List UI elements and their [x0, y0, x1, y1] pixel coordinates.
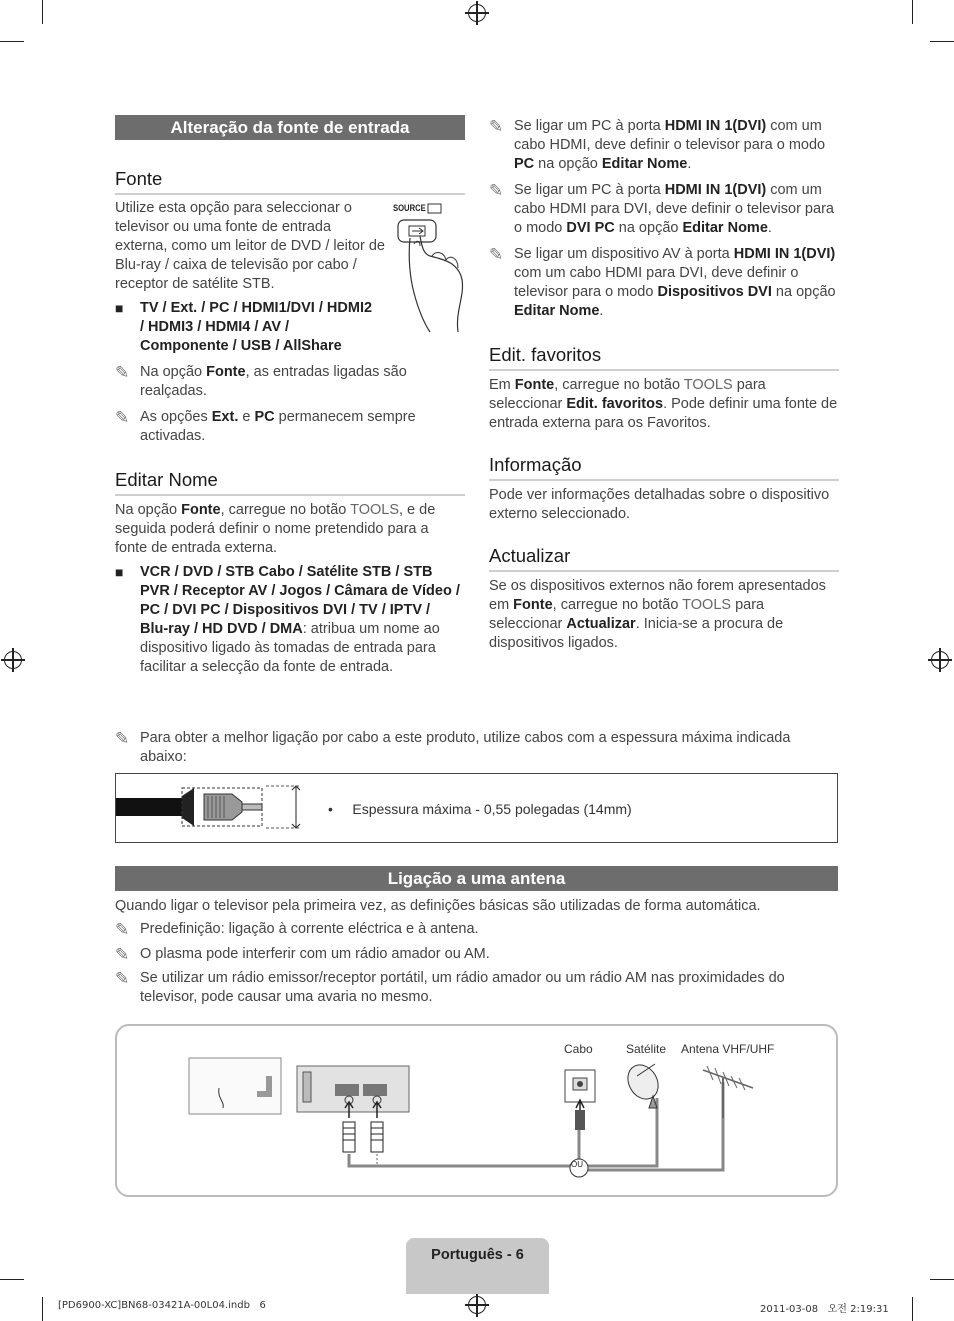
favoritos-text: Em Fonte, carregue no botão TOOLS para seleccionar Edit. favoritos. Pode definir uma fonte de entrada externa para os Favoritos.: [489, 377, 838, 431]
registration-mark-icon: [468, 1296, 486, 1314]
source-button-label: SOURCE: [393, 203, 426, 213]
coax-jack-icon: [565, 1070, 595, 1130]
crop-mark: [42, 0, 43, 24]
note-antenna-2: ✎ O plasma pode interferir com um rádio amador ou AM.: [115, 945, 490, 964]
antenna-intro: Quando ligar o televisor pela primeira vez, as definições básicas são utilizadas de forma automática.: [115, 898, 761, 914]
crop-mark: [912, 0, 913, 24]
pencil-note-icon: ✎: [489, 181, 504, 200]
page-number: Português - 6: [431, 1247, 524, 1263]
antenna-diagram: [115, 1024, 838, 1197]
registration-mark-icon: [931, 651, 949, 669]
pencil-note-icon: ✎: [115, 969, 130, 988]
note-cable-thickness: ✎ Para obter a melhor ligação por cabo a este produto, utilize cabos com a espessura máxima indicada abaixo:: [115, 729, 791, 765]
heading-editar-nome: Editar Nome: [115, 469, 465, 496]
footer-file-name: [PD6900-XC]BN68-03421A-00L04.indb 6: [58, 1300, 266, 1311]
editar-nome-text: Na opção Fonte, carregue no botão TOOLS, e de seguida poderá definir o nome pretendido para a fonte de entrada externa.: [115, 502, 436, 556]
heading-informacao: Informação: [489, 454, 839, 481]
actualizar-text: Se os dispositivos externos não forem apresentados em Fonte, carregue no botão TOOLS para seleccionar Actualizar. Inicia-se a procura de dispositivos ligados.: [489, 578, 826, 651]
hand-pressing-source-icon: [390, 198, 468, 333]
cable-spec-text: • Espessura máxima - 0,55 polegadas (14mm): [328, 801, 632, 817]
pencil-note-icon: ✎: [489, 117, 504, 136]
note-hdmi-dvi-av: ✎ Se ligar um dispositivo AV à porta HDMI IN 1(DVI) com um cabo HDMI para DVI, deve definir o televisor para o modo Dispositivos DVI na opção Editar Nome.: [489, 245, 836, 319]
note-fonte-1: ✎ Na opção Fonte, as entradas ligadas são realçadas.: [115, 363, 407, 399]
vhf-antenna-icon: [703, 1066, 753, 1118]
bullet-square: ■: [115, 300, 124, 316]
bullet-square: ■: [115, 564, 124, 580]
heading-fonte: Fonte: [115, 168, 465, 195]
note-hdmi-dvi-pc: ✎ Se ligar um PC à porta HDMI IN 1(DVI) com um cabo HDMI para DVI, deve definir o televisor para o modo DVI PC na opção Editar Nome.: [489, 181, 834, 236]
editar-nome-list: VCR / DVD / STB Cabo / Satélite STB / STB PVR / Receptor AV / Jogos / Câmara de Vídeo / PC / DVI PC / Dispositivos DVI / TV / IPTV / Blu-ray / HD DVD / DMA: atribua um nome ao dispositivo ligado às tomadas de entrada para facilitar a selecção da fonte de entrada.: [140, 564, 460, 675]
pencil-note-icon: ✎: [115, 408, 130, 427]
label-vhf-uhf: Antena VHF/UHF: [681, 1042, 775, 1056]
note-hdmi-pc: ✎ Se ligar um PC à porta HDMI IN 1(DVI) com um cabo HDMI, deve definir o televisor para o modo PC na opção Editar Nome.: [489, 117, 826, 172]
heading-edit-favoritos: Edit. favoritos: [489, 344, 839, 371]
footer-date: 2011-03-08 오전 2:19:31: [760, 1304, 889, 1315]
crop-mark: [0, 41, 24, 42]
source-list: TV / Ext. / PC / HDMI1/DVI / HDMI2 / HDMI3 / HDMI4 / AV / Componente / USB / AllShare: [140, 300, 373, 354]
crop-mark: [930, 41, 954, 42]
note-antenna-3: ✎ Se utilizar um rádio emissor/receptor portátil, um rádio amador ou um rádio AM nas proximidades do televisor, pode causar uma avaria no mesmo.: [115, 969, 785, 1005]
crop-mark: [42, 1297, 43, 1321]
cable-spec-box: [115, 773, 838, 843]
label-ou: OU: [571, 1160, 583, 1169]
note-antenna-1: ✎ Predefinição: ligação à corrente eléctrica e à antena.: [115, 920, 479, 939]
bullet-dot: •: [328, 801, 353, 817]
note-fonte-2: ✎ As opções Ext. e PC permanecem sempre activadas.: [115, 408, 416, 444]
heading-actualizar: Actualizar: [489, 545, 839, 572]
cable-illustration: [116, 774, 316, 842]
section-title-input-source: Alteração da fonte de entrada: [115, 115, 465, 140]
registration-mark-icon: [4, 651, 22, 669]
registration-mark-icon: [468, 4, 486, 22]
label-satelite: Satélite: [626, 1042, 667, 1056]
crop-mark: [930, 1279, 954, 1280]
page-number-tab: [406, 1238, 549, 1294]
section-title-antenna: Ligação a uma antena: [115, 866, 838, 891]
informacao-text: Pode ver informações detalhadas sobre o dispositivo externo seleccionado.: [489, 487, 830, 522]
pencil-note-icon: ✎: [115, 363, 130, 382]
pencil-note-icon: ✎: [115, 920, 130, 939]
pencil-note-icon: ✎: [115, 729, 130, 748]
label-cabo: Cabo: [564, 1042, 593, 1056]
pencil-note-icon: ✎: [489, 245, 504, 264]
crop-mark: [0, 1279, 24, 1280]
tv-back-panel: [189, 1058, 409, 1114]
pencil-note-icon: ✎: [115, 945, 130, 964]
crop-mark: [912, 1297, 913, 1321]
fonte-intro: Utilize esta opção para seleccionar o televisor ou uma fonte de entrada externa, como um leitor de DVD / leitor de Blu-ray / caixa de televisão por cabo / receptor de satélite STB.: [115, 200, 385, 292]
